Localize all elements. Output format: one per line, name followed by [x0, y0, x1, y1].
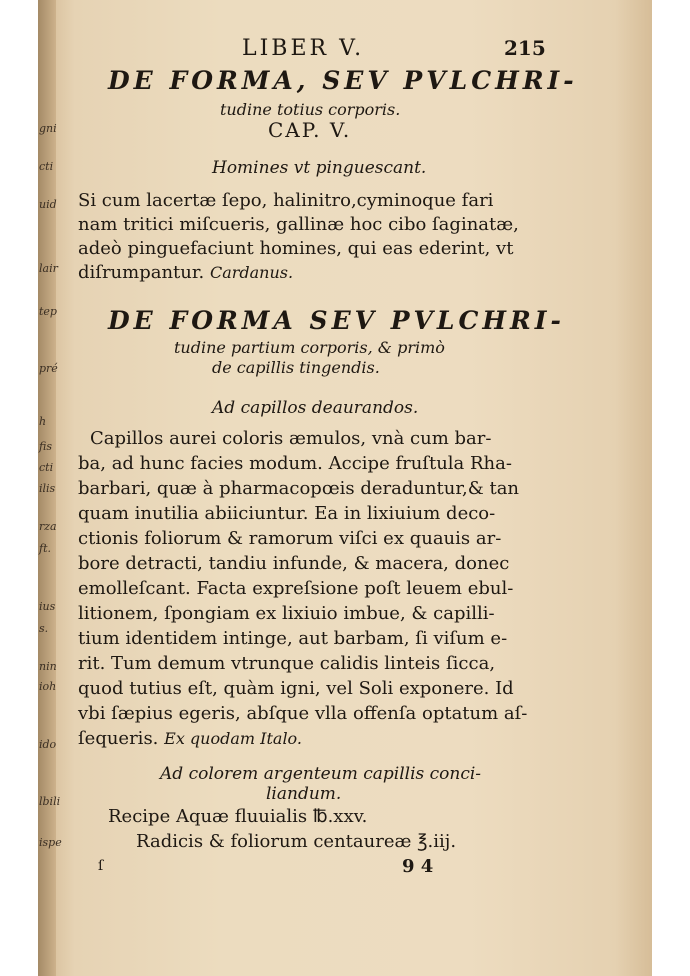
margin-fragment: ispe: [39, 836, 62, 849]
margin-fragment: lair: [39, 262, 58, 275]
section1-heading-line2: tudine totius corporis.: [220, 100, 401, 119]
body-line: tium identidem intinge, aut barbam, ſi viſum e-: [78, 628, 508, 649]
body-line-last: [78, 262, 293, 283]
margin-fragment: cti: [39, 160, 54, 173]
body-line: ba, ad hunc facies modum. Accipe fruſtula Rha-: [78, 453, 512, 474]
margin-fragment: pré: [39, 362, 58, 375]
body-line: ctionis foliorum & ramorum viſci ex quauis ar-: [78, 528, 502, 549]
source-citation: Ex quodam Italo.: [164, 729, 302, 748]
source-citation: Cardanus.: [209, 263, 294, 282]
body-line: quod tutius eſt, quàm igni, vel Soli exponere. Id: [78, 678, 514, 699]
margin-fragment: ius: [39, 600, 56, 613]
chapter-label: CAP. V.: [268, 118, 352, 142]
body-line: quam inutilia abiiciuntur. Ea in lixiuium deco-: [78, 503, 496, 524]
section3-subheading-line2: liandum.: [266, 784, 342, 804]
page-number: 215: [504, 36, 546, 60]
recipe-line: Radicis & foliorum centaureæ ℥.iij.: [136, 831, 457, 852]
body-line: litionem, ſpongiam ex lixiuio imbue, & capilli-: [78, 603, 495, 624]
margin-fragment: ido: [39, 738, 57, 751]
footer-mark: ſ: [98, 858, 104, 874]
margin-fragment: ft.: [39, 542, 51, 555]
body-line: rit. Tum demum vtrunque calidis linteis ſicca,: [78, 653, 496, 674]
body-line: bore detracti, tandiu infunde, & macera, donec: [78, 553, 510, 574]
section1-subheading: Homines vt pinguescant.: [212, 158, 427, 178]
margin-fragment: s.: [39, 622, 49, 635]
margin-fragment: h: [39, 415, 47, 428]
body-line-last: [78, 728, 302, 749]
section2-heading-line3: de capillis tingendis.: [212, 358, 380, 377]
body-line: Si cum lacertæ ſepo, halinitro,cyminoque fari: [78, 190, 494, 211]
body-line: emolleſcant. Facta expreſsione poſt leuem ebul-: [78, 578, 514, 599]
margin-fragment: ilis: [39, 482, 56, 495]
margin-fragment: nin: [39, 660, 57, 673]
margin-fragment: gni: [39, 122, 57, 135]
signature-mark: 9 4: [402, 856, 434, 877]
section2-heading-line1: DE FORMA SEV PVLCHRI-: [108, 306, 565, 335]
section1-heading-line1: DE FORMA, SEV PVLCHRI-: [108, 66, 578, 95]
margin-fragment: uid: [39, 198, 57, 211]
body-text: ſequeris.: [78, 728, 159, 749]
margin-fragment: cti: [39, 461, 54, 474]
body-text: diſrumpantur.: [78, 262, 205, 283]
body-line: barbari, quæ à pharmacopœis deraduntur,& tan: [78, 478, 520, 499]
margin-fragment: ioh: [39, 680, 57, 693]
section2-subheading: Ad capillos deaurandos.: [212, 398, 419, 418]
section2-heading-line2: tudine partium corporis, & primò: [174, 338, 445, 357]
body-line: adeò pinguefaciunt homines, qui eas ederint, vt: [78, 238, 514, 259]
margin-fragment: fis: [39, 440, 52, 453]
margin-fragment: rza: [39, 520, 57, 533]
margin-fragment: lbili: [39, 795, 61, 808]
recipe-line: Recipe Aquæ fluuialis ℔.xxv.: [108, 806, 368, 827]
body-line: Capillos aurei coloris æmulos, vnà cum bar-: [90, 428, 492, 449]
margin-fragment: tep: [39, 305, 57, 318]
running-head: LIBER V.: [242, 36, 365, 61]
section3-subheading-line1: Ad colorem argenteum capillis conci-: [160, 764, 482, 784]
body-line: nam tritici miſcueris, gallinæ hoc cibo ſaginatæ,: [78, 214, 519, 235]
body-line: vbi ſæpius egeris, abſque vlla offenſa optatum aſ-: [78, 703, 528, 724]
